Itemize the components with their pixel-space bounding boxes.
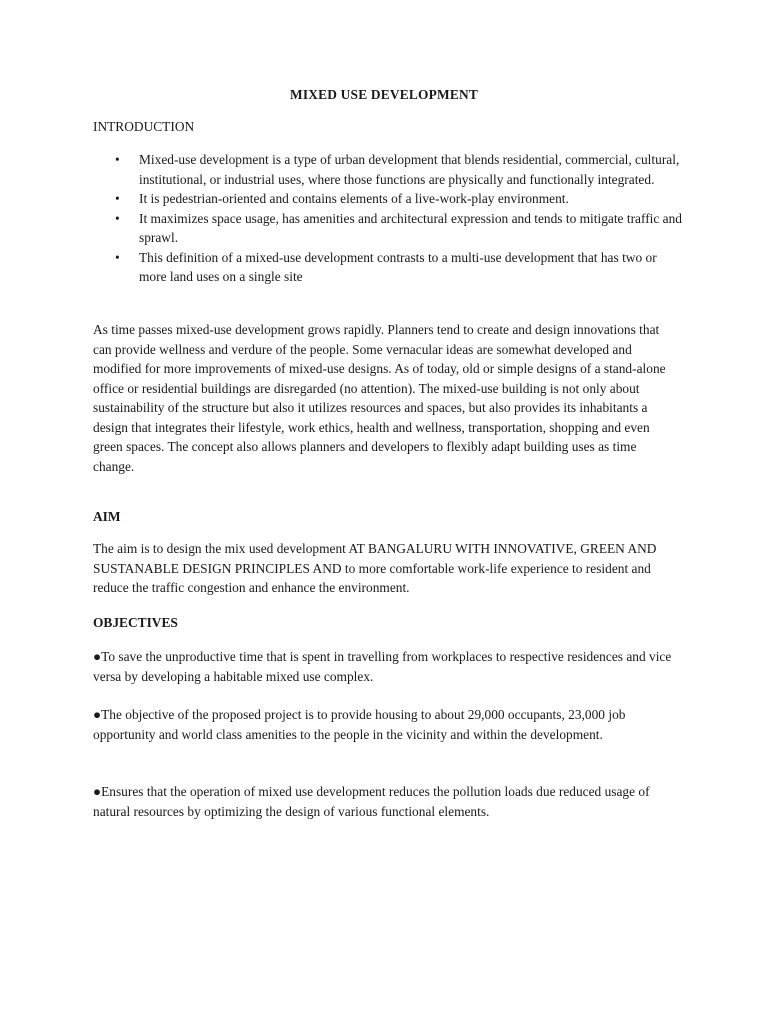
objective-item: ●Ensures that the operation of mixed use development reduces the pollution loads due reduced usage of natural resources by optimizing the design of various functional elements. [93, 784, 650, 819]
bullet-text: Mixed-use development is a type of urban development that blends residential, commercial, cultural, institutional, or industrial uses, where those functions are physically and functionally integrated. [139, 152, 680, 187]
objectives-heading: OBJECTIVES [93, 615, 178, 630]
objective-item: ●The objective of the proposed project is to provide housing to about 29,000 occupants, 23,000 job opportunity and world class amenities to the people in the vicinity and within the development. [93, 707, 626, 742]
introduction-heading: INTRODUCTION [93, 119, 195, 134]
bullet-text: It maximizes space usage, has amenities and architectural expression and tends to mitigate traffic and sprawl. [139, 210, 682, 245]
bullet-icon: • [115, 152, 120, 167]
list-item [93, 209, 683, 248]
bullet-text: It is pedestrian-oriented and contains elements of a live-work-play environment. [139, 191, 569, 206]
list-item [93, 248, 683, 287]
aim-paragraph: The aim is to design the mix used development AT BANGALURU WITH INNOVATIVE, GREEN AND SUSTANABLE DESIGN PRINCIPLES AND to more comfortable work-life experience to resident and reduce the traffic congestion and enhance the environment. [93, 541, 657, 595]
list-item [93, 150, 683, 189]
bullet-icon: • [115, 210, 120, 226]
intro-paragraph: As time passes mixed-use development grows rapidly. Planners tend to create and design innovations that can provide wellness and verdure of the people. Some vernacular ideas are somewhat developed and modified for more improvements of mixed-use designs. As of today, old or simple designs of a stand-alone office or residential buildings are disregarded (no attention). The mixed-use building is not only about sustainability of the structure but also it utilizes resources and spaces, but also provides its inhabitants a design that integrates their lifestyle, work ethics, health and wellness, transportation, shopping and even green spaces. The concept also allows planners and developers to flexibly adapt building uses as time change. [93, 322, 666, 474]
bullet-icon: • [115, 249, 120, 265]
bullet-icon: • [115, 191, 120, 206]
introduction-bullet-list [93, 150, 683, 287]
list-item [93, 189, 683, 209]
aim-heading: AIM [93, 509, 121, 524]
objective-item: ●To save the unproductive time that is spent in travelling from workplaces to respective residences and vice versa by developing a habitable mixed use complex. [93, 649, 672, 684]
document-title: MIXED USE DEVELOPMENT [290, 87, 478, 102]
bullet-text: This definition of a mixed-use development contrasts to a multi-use development that has two or more land uses on a single site [139, 249, 657, 284]
